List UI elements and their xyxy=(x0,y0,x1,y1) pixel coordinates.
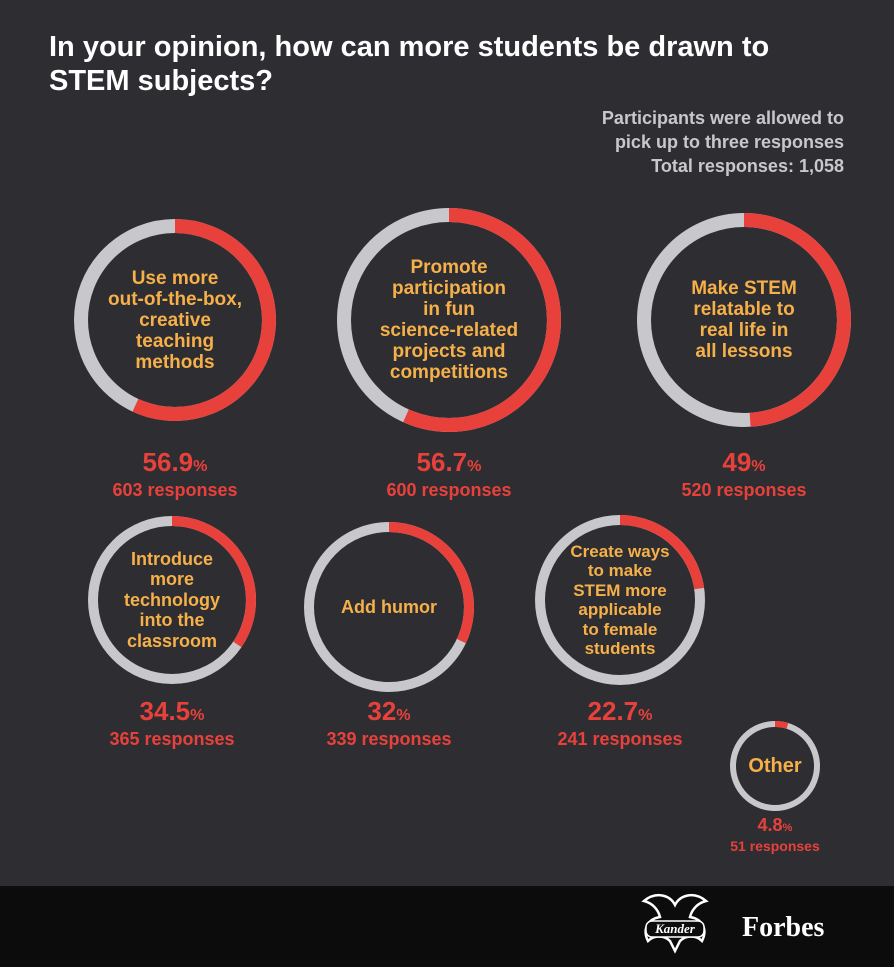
kander-logo-text: Kander xyxy=(655,921,695,936)
donut-label: Introduce more technology into the classroom xyxy=(123,548,220,651)
participants-note xyxy=(602,106,844,178)
percent-number: 49 xyxy=(722,447,752,477)
percent-sign: % xyxy=(190,706,205,724)
percent-number: 34.5 xyxy=(139,696,191,726)
percent-value xyxy=(510,697,730,729)
page-title: In your opinion, how can more students be drawn to STEM subjects? xyxy=(49,31,770,97)
responses-count: 520 responses xyxy=(681,480,807,500)
donut-stat xyxy=(339,448,559,500)
percent-number: 22.7 xyxy=(587,696,639,726)
percent-sign: % xyxy=(193,457,208,475)
note-line: pick up to three responses xyxy=(614,132,844,152)
percent-value xyxy=(62,697,282,729)
percent-sign: % xyxy=(638,706,653,724)
donut-label: Create ways to make STEM more applicable to female students xyxy=(570,541,670,658)
donut-stat xyxy=(279,697,499,749)
donut-label: Promote participation in fun science-related projects and competitions xyxy=(379,257,519,383)
responses-count: 600 responses xyxy=(386,480,512,500)
donut-ring xyxy=(83,511,261,689)
percent-number: 4.8 xyxy=(757,815,783,835)
note-line: Total responses: 1,058 xyxy=(651,156,844,176)
responses-count: 51 responses xyxy=(730,838,820,854)
percent-value xyxy=(665,815,885,838)
percent-sign: % xyxy=(396,706,411,724)
responses-count: 241 responses xyxy=(557,729,683,749)
donut-ring xyxy=(630,206,858,434)
donut-ring xyxy=(330,201,568,439)
percent-value xyxy=(634,448,854,480)
kander-logo xyxy=(636,889,714,959)
responses-count: 339 responses xyxy=(326,729,452,749)
percent-sign: % xyxy=(782,822,793,834)
donut-ring xyxy=(299,517,479,697)
responses-count: 603 responses xyxy=(112,480,238,500)
note-line: Participants were allowed to xyxy=(601,108,844,128)
donut-stat xyxy=(65,448,285,500)
donut-ring xyxy=(67,212,283,428)
responses-count: 365 responses xyxy=(109,729,235,749)
percent-number: 56.9 xyxy=(142,447,194,477)
donut-ring xyxy=(530,510,710,690)
donut-label: Other xyxy=(748,755,802,777)
percent-sign: % xyxy=(467,457,482,475)
donut-label: Add humor xyxy=(341,596,437,617)
donut-stat xyxy=(634,448,854,500)
percent-value xyxy=(339,448,559,480)
donut-label: Use more out-of-the-box, creative teaching methods xyxy=(107,267,242,373)
donut-ring xyxy=(727,718,823,814)
percent-value xyxy=(65,448,285,480)
percent-number: 56.7 xyxy=(416,447,468,477)
donut-label: Make STEM relatable to real life in all lessons xyxy=(691,278,797,362)
forbes-logo: Forbes xyxy=(742,912,825,943)
donut-stat xyxy=(510,697,730,749)
percent-number: 32 xyxy=(367,696,397,726)
percent-value xyxy=(279,697,499,729)
donut-stat xyxy=(62,697,282,749)
percent-sign: % xyxy=(751,457,766,475)
donut-stat xyxy=(665,815,885,854)
